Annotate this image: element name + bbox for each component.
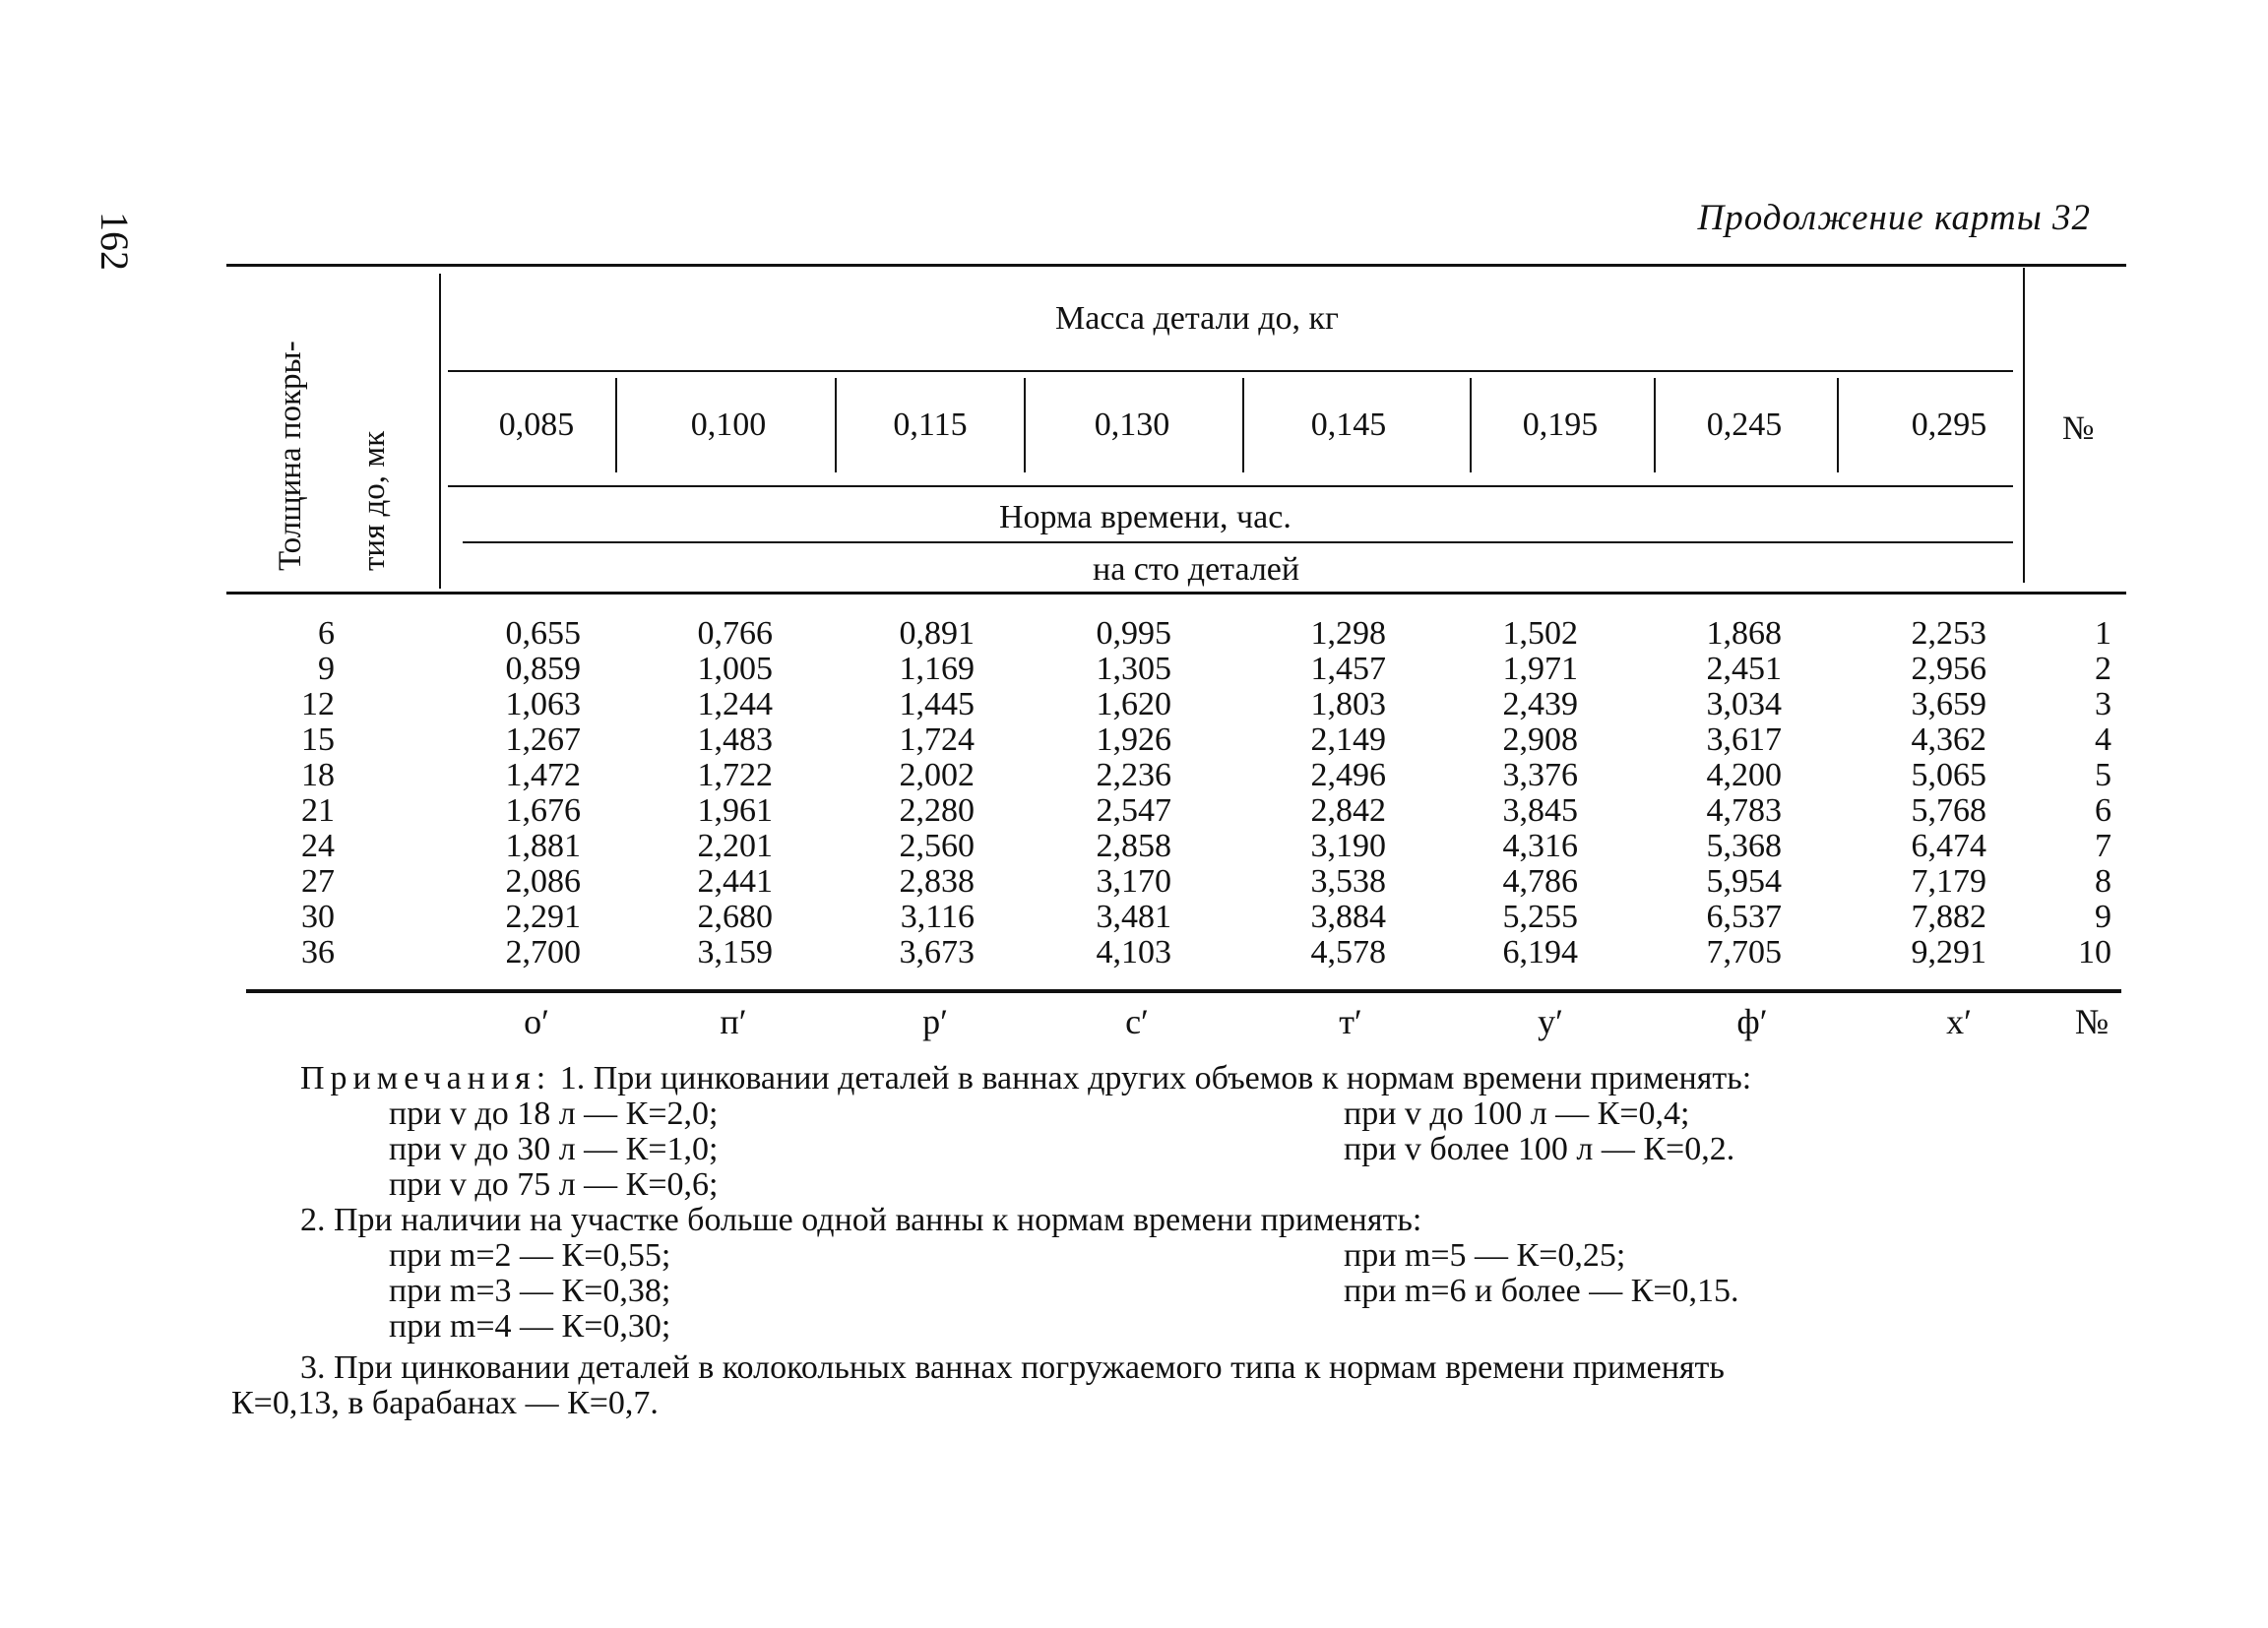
note-1-d: при v до 100 л — К=0,4; xyxy=(1344,1096,1690,1132)
num-column-divider xyxy=(2023,268,2025,583)
value-cell: 1,305 xyxy=(1096,651,1171,687)
value-cell: 2,236 xyxy=(1096,757,1171,793)
value-cell: 2,086 xyxy=(505,863,581,900)
value-cell: 3,673 xyxy=(899,934,975,971)
note-1-b: при v до 30 л — К=1,0; xyxy=(389,1131,719,1167)
value-cell: 3,659 xyxy=(1911,686,1986,722)
value-cell: 3,376 xyxy=(1502,757,1578,793)
value-cell: 9,291 xyxy=(1911,934,1986,971)
value-cell: 6,474 xyxy=(1911,828,1986,864)
mass-divider xyxy=(1024,378,1026,472)
row-number-cell: 10 xyxy=(2078,934,2111,971)
value-cell: 5,768 xyxy=(1911,792,1986,829)
table-row xyxy=(0,829,2268,864)
mass-divider xyxy=(1654,378,1656,472)
row-number-cell: 1 xyxy=(2095,615,2111,652)
value-cell: 5,065 xyxy=(1911,757,1986,793)
value-cell: 2,451 xyxy=(1706,651,1782,687)
value-cell: 6,194 xyxy=(1502,934,1578,971)
row-number-cell: 5 xyxy=(2095,757,2111,793)
mass-value: 0,245 xyxy=(1706,407,1783,443)
value-cell: 1,722 xyxy=(697,757,773,793)
value-cell: 1,803 xyxy=(1310,686,1386,722)
value-cell: 3,116 xyxy=(900,899,975,935)
mass-values-rule xyxy=(448,485,2013,487)
value-cell: 1,063 xyxy=(505,686,581,722)
row-number-cell: 8 xyxy=(2095,863,2111,900)
value-cell: 7,882 xyxy=(1911,899,1986,935)
value-cell: 2,280 xyxy=(899,792,975,829)
value-cell: 2,002 xyxy=(899,757,975,793)
note-1-c: при v до 75 л — К=0,6; xyxy=(389,1166,719,1203)
value-cell: 0,995 xyxy=(1096,615,1171,652)
page-number: 162 xyxy=(93,212,137,271)
table-bottom-rule xyxy=(246,989,2121,993)
thickness-cell: 30 xyxy=(301,899,335,935)
value-cell: 4,362 xyxy=(1911,721,1986,758)
thickness-header-line1: Толщина покры- xyxy=(273,341,308,571)
row-number-cell: 3 xyxy=(2095,686,2111,722)
table-row xyxy=(0,900,2268,935)
num-header: № xyxy=(2062,410,2095,447)
value-cell: 1,868 xyxy=(1706,615,1782,652)
note-1-heading xyxy=(300,1061,1751,1096)
row-number-cell: 6 xyxy=(2095,792,2111,829)
mass-value: 0,145 xyxy=(1310,407,1387,443)
mass-value: 0,130 xyxy=(1094,407,1170,443)
value-cell: 1,457 xyxy=(1310,651,1386,687)
mass-divider xyxy=(1470,378,1472,472)
thickness-cell: 12 xyxy=(301,686,335,722)
value-cell: 1,961 xyxy=(697,792,773,829)
continuation-title: Продолжение карты 32 xyxy=(1697,198,2091,238)
value-cell: 2,908 xyxy=(1502,721,1578,758)
value-cell: 1,881 xyxy=(505,828,581,864)
value-cell: 5,255 xyxy=(1502,899,1578,935)
value-cell: 0,891 xyxy=(899,615,975,652)
note-2-e: при m=6 и более — К=0,15. xyxy=(1344,1273,1739,1309)
mass-value: 0,115 xyxy=(893,407,968,443)
value-cell: 2,700 xyxy=(505,934,581,971)
value-cell: 3,159 xyxy=(697,934,773,971)
note-2-heading: 2. При наличии на участке больше одной ванны к нормам времени применять: xyxy=(300,1202,1422,1238)
thickness-column-divider xyxy=(439,274,441,589)
value-cell: 1,620 xyxy=(1096,686,1171,722)
note-1-text: 1. При цинковании деталей в ваннах других объемов к нормам времени применять: xyxy=(551,1060,1752,1096)
mass-value: 0,195 xyxy=(1522,407,1599,443)
row-number-cell: 7 xyxy=(2095,828,2111,864)
value-cell: 1,244 xyxy=(697,686,773,722)
column-letter: о′ xyxy=(524,1002,549,1041)
mass-divider xyxy=(615,378,617,472)
row-number-cell: 9 xyxy=(2095,899,2111,935)
thickness-cell: 6 xyxy=(318,615,335,652)
note-2-c: при m=4 — К=0,30; xyxy=(389,1308,671,1345)
table-row xyxy=(0,687,2268,722)
value-cell: 2,149 xyxy=(1310,721,1386,758)
mass-divider xyxy=(1837,378,1839,472)
table-row xyxy=(0,793,2268,829)
value-cell: 1,298 xyxy=(1310,615,1386,652)
value-cell: 3,034 xyxy=(1706,686,1782,722)
value-cell: 4,200 xyxy=(1706,757,1782,793)
norm-header-rule xyxy=(463,541,2013,543)
row-number-cell: 2 xyxy=(2095,651,2111,687)
note-3-line2: К=0,13, в барабанах — К=0,7. xyxy=(231,1385,659,1421)
table-row xyxy=(0,864,2268,900)
value-cell: 2,201 xyxy=(697,828,773,864)
column-letter: п′ xyxy=(720,1002,747,1041)
column-letter: ф′ xyxy=(1736,1002,1768,1041)
note-1-a: при v до 18 л — К=2,0; xyxy=(389,1096,719,1132)
mass-divider xyxy=(835,378,837,472)
value-cell: 4,786 xyxy=(1502,863,1578,900)
column-letter: х′ xyxy=(1946,1002,1972,1041)
table-row xyxy=(0,935,2268,971)
note-1-e: при v более 100 л — К=0,2. xyxy=(1344,1131,1735,1167)
mass-value: 0,100 xyxy=(690,407,767,443)
value-cell: 3,538 xyxy=(1310,863,1386,900)
value-cell: 2,253 xyxy=(1911,615,1986,652)
value-cell: 5,368 xyxy=(1706,828,1782,864)
column-letter: у′ xyxy=(1538,1002,1563,1041)
value-cell: 3,481 xyxy=(1096,899,1171,935)
mass-header-rule xyxy=(448,370,2013,372)
value-cell: 2,838 xyxy=(899,863,975,900)
value-cell: 3,845 xyxy=(1502,792,1578,829)
note-3-line1: 3. При цинковании деталей в колокольных ваннах погружаемого типа к нормам времени применять xyxy=(300,1349,1725,1386)
value-cell: 1,483 xyxy=(697,721,773,758)
column-letter: т′ xyxy=(1339,1002,1362,1041)
mass-value: 0,295 xyxy=(1911,407,1987,443)
note-2-d: при m=5 — К=0,25; xyxy=(1344,1237,1626,1274)
value-cell: 2,496 xyxy=(1310,757,1386,793)
thickness-cell: 21 xyxy=(301,792,335,829)
thickness-cell: 9 xyxy=(318,651,335,687)
value-cell: 3,170 xyxy=(1096,863,1171,900)
value-cell: 1,676 xyxy=(505,792,581,829)
thickness-cell: 15 xyxy=(301,721,335,758)
value-cell: 2,291 xyxy=(505,899,581,935)
thickness-header-line2: тия до, мк xyxy=(356,430,392,571)
value-cell: 1,971 xyxy=(1502,651,1578,687)
note-2-a: при m=2 — К=0,55; xyxy=(389,1237,671,1274)
thickness-cell: 36 xyxy=(301,934,335,971)
table-row xyxy=(0,722,2268,758)
table-row xyxy=(0,758,2268,793)
value-cell: 2,439 xyxy=(1502,686,1578,722)
note-2-b: при m=3 — К=0,38; xyxy=(389,1273,671,1309)
value-cell: 2,560 xyxy=(899,828,975,864)
value-cell: 1,005 xyxy=(697,651,773,687)
value-cell: 7,179 xyxy=(1911,863,1986,900)
table-row xyxy=(0,616,2268,652)
value-cell: 1,926 xyxy=(1096,721,1171,758)
mass-value: 0,085 xyxy=(498,407,575,443)
value-cell: 1,724 xyxy=(899,721,975,758)
value-cell: 2,842 xyxy=(1310,792,1386,829)
norm-header: Норма времени, час. xyxy=(999,499,1292,535)
mass-divider xyxy=(1242,378,1244,472)
value-cell: 3,190 xyxy=(1310,828,1386,864)
value-cell: 1,502 xyxy=(1502,615,1578,652)
notes-prefix: Примечания: xyxy=(300,1060,552,1096)
value-cell: 1,472 xyxy=(505,757,581,793)
row-number-cell: 4 xyxy=(2095,721,2111,758)
value-cell: 5,954 xyxy=(1706,863,1782,900)
header-bottom-rule xyxy=(226,592,2126,595)
value-cell: 2,858 xyxy=(1096,828,1171,864)
thickness-cell: 24 xyxy=(301,828,335,864)
value-cell: 4,783 xyxy=(1706,792,1782,829)
value-cell: 4,578 xyxy=(1310,934,1386,971)
value-cell: 1,445 xyxy=(899,686,975,722)
value-cell: 2,956 xyxy=(1911,651,1986,687)
thickness-cell: 18 xyxy=(301,757,335,793)
value-cell: 0,859 xyxy=(505,651,581,687)
mass-header: Масса детали до, кг xyxy=(1055,300,1339,337)
value-cell: 1,169 xyxy=(899,651,975,687)
column-letter: с′ xyxy=(1125,1002,1149,1041)
value-cell: 0,766 xyxy=(697,615,773,652)
value-cell: 0,655 xyxy=(505,615,581,652)
table-row xyxy=(0,652,2268,687)
value-cell: 2,547 xyxy=(1096,792,1171,829)
value-cell: 4,316 xyxy=(1502,828,1578,864)
value-cell: 3,884 xyxy=(1310,899,1386,935)
column-letter: р′ xyxy=(922,1002,948,1041)
value-cell: 3,617 xyxy=(1706,721,1782,758)
per-hundred-header: на сто деталей xyxy=(1093,551,1300,588)
letters-num: № xyxy=(2074,1002,2110,1041)
value-cell: 2,680 xyxy=(697,899,773,935)
value-cell: 1,267 xyxy=(505,721,581,758)
value-cell: 4,103 xyxy=(1096,934,1171,971)
value-cell: 2,441 xyxy=(697,863,773,900)
value-cell: 7,705 xyxy=(1706,934,1782,971)
table-top-rule xyxy=(226,264,2126,267)
thickness-cell: 27 xyxy=(301,863,335,900)
value-cell: 6,537 xyxy=(1706,899,1782,935)
